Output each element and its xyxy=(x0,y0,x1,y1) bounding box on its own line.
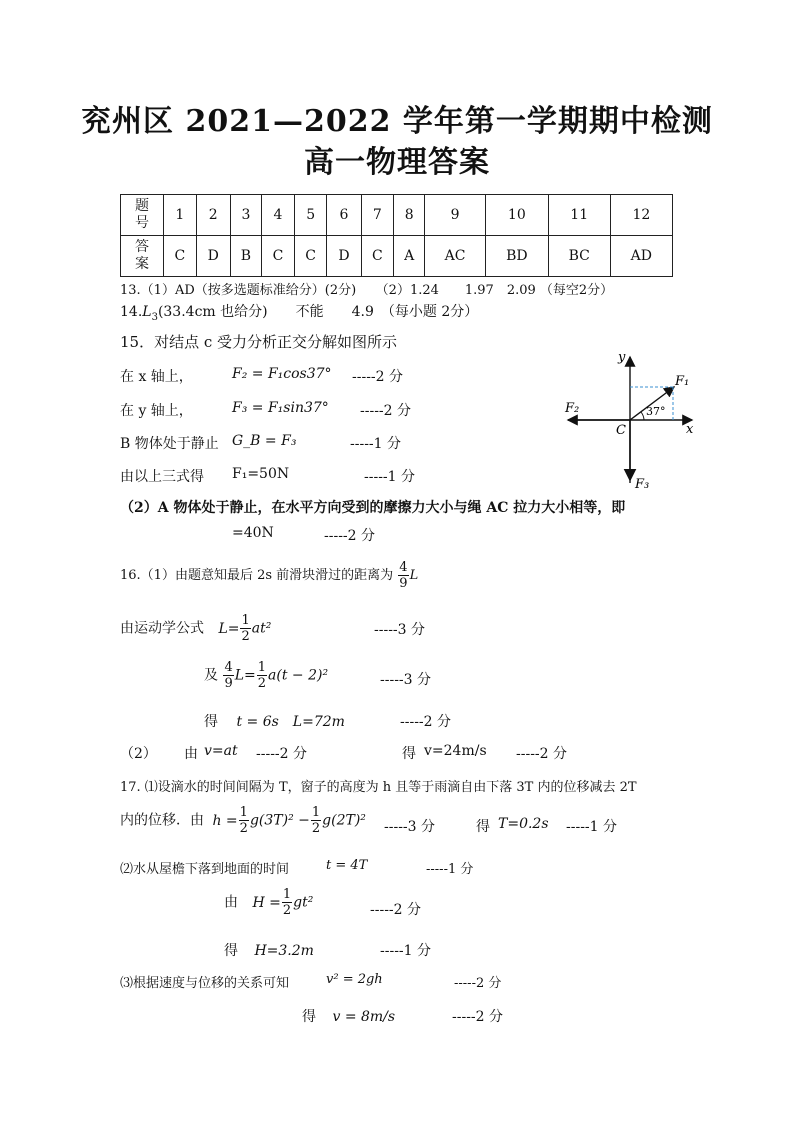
q17-line-3: ⑵水从屋檐下落到地面的时间 t = 4T -----1 分 xyxy=(120,858,474,877)
table-cell: D xyxy=(327,236,361,277)
q15-line-result: 由以上三式得 F₁=50N -----1 分 xyxy=(120,466,416,485)
q16-line-3: 及 $\frac{4}{9}$ L= $\frac{1}{2}$ a(t − 2)² -----3 分 xyxy=(204,660,432,691)
force-diagram xyxy=(560,345,700,495)
table-cell: AD xyxy=(610,236,672,277)
answer-table xyxy=(120,194,673,277)
table-cell: 9 xyxy=(425,195,486,236)
table-cell: 2 xyxy=(196,195,230,236)
table-cell: 5 xyxy=(294,195,327,236)
q16-line-1: 16.（1）由题意知最后 2s 前滑块滑过的距离为 $\frac{4}{9}$ L xyxy=(120,560,419,591)
angle-arc xyxy=(641,412,644,420)
q17-line-1: 17. ⑴设滴水的时间间隔为 T，窗子的高度为 h 且等于雨滴自由下落 3T 内的位移减去 2T xyxy=(120,780,637,795)
y-axis-label: y xyxy=(618,350,626,365)
table-cell: D xyxy=(196,236,230,277)
row-header-number: 题 号 xyxy=(121,195,164,236)
table-cell: C xyxy=(294,236,327,277)
angle-label: 37° xyxy=(646,405,666,418)
q15-intro: 15．对结点 c 受力分析正交分解如图所示 xyxy=(120,333,398,351)
table-cell: 3 xyxy=(230,195,261,236)
q17-line-4: 由 H = $\frac{1}{2}$ gt² -----2 分 xyxy=(224,887,422,918)
f1-label: F₁ xyxy=(675,374,690,389)
table-cell: C xyxy=(262,236,295,277)
table-cell: AC xyxy=(425,236,486,277)
table-cell: 4 xyxy=(262,195,295,236)
table-cell: A xyxy=(394,236,425,277)
q17-line-7: 得 v = 8m/s -----2 分 xyxy=(302,1009,504,1025)
q16-line-2: 由运动学公式 L= $\frac{1}{2}$ at² -----3 分 xyxy=(120,613,426,644)
q15-line-y: 在 y 轴上， F₃ = F₁sin37° -----2 分 xyxy=(120,400,412,419)
table-cell: BD xyxy=(485,236,548,277)
q14-answer: $14.L_3(33.4cm$ 也给分) 不能 4.9 （每小题 2分） xyxy=(120,304,479,323)
q17-line-2: 内的位移．由 h = $\frac{1}{2}$ g(3T)² − $\frac{1}{2}$ g(2T)² -----3 分 得 T=0.2s -----1 分 xyxy=(120,805,618,836)
x-axis-label: x xyxy=(686,422,694,437)
q15-part2-eq: =40N -----2 分 xyxy=(232,525,376,544)
f3-label: F₃ xyxy=(635,477,650,492)
table-row-numbers xyxy=(121,195,673,236)
page-subtitle: 高一物理答案 xyxy=(304,145,490,180)
q16-line-4: 得 t = 6s L=72m -----2 分 xyxy=(204,714,452,730)
table-cell: 10 xyxy=(485,195,548,236)
q17-line-6: ⑶根据速度与位移的关系可知 v² = 2gh -----2 分 xyxy=(120,972,502,991)
point-c-label: C xyxy=(616,423,626,438)
page-title: 兖州区 2021—2022 学年第一学期期中检测 xyxy=(81,104,713,139)
q15-line-x: 在 x 轴上， F₂ = F₁cos37° -----2 分 xyxy=(120,366,404,385)
q15-part2: （2）A 物体处于静止，在水平方向受到的摩擦力大小与绳 AC 拉力大小相等，即 xyxy=(120,500,626,516)
table-cell: 12 xyxy=(610,195,672,236)
q13-answer: 13.（1）AD（按多选题标准给分）(2分) （2）1.24 1.97 2.09 （每空2分） xyxy=(120,283,614,298)
table-cell: C xyxy=(164,236,197,277)
q17-line-5: 得 H=3.2m -----1 分 xyxy=(224,943,432,959)
table-cell: C xyxy=(361,236,394,277)
row-header-answer: 答 案 xyxy=(121,236,164,277)
table-cell: B xyxy=(230,236,261,277)
f2-label: F₂ xyxy=(565,401,580,416)
table-cell: 7 xyxy=(361,195,394,236)
table-cell: 1 xyxy=(164,195,197,236)
q15-line-b: B 物体处于静止 G_B = F₃ -----1 分 xyxy=(120,433,402,452)
table-cell: 8 xyxy=(394,195,425,236)
table-cell: BC xyxy=(548,236,610,277)
q16-line-5: （2） 由 v=at -----2 分 得 v=24m/s -----2 分 xyxy=(120,743,568,762)
table-cell: 6 xyxy=(327,195,361,236)
table-row-answers xyxy=(121,236,673,277)
table-cell: 11 xyxy=(548,195,610,236)
